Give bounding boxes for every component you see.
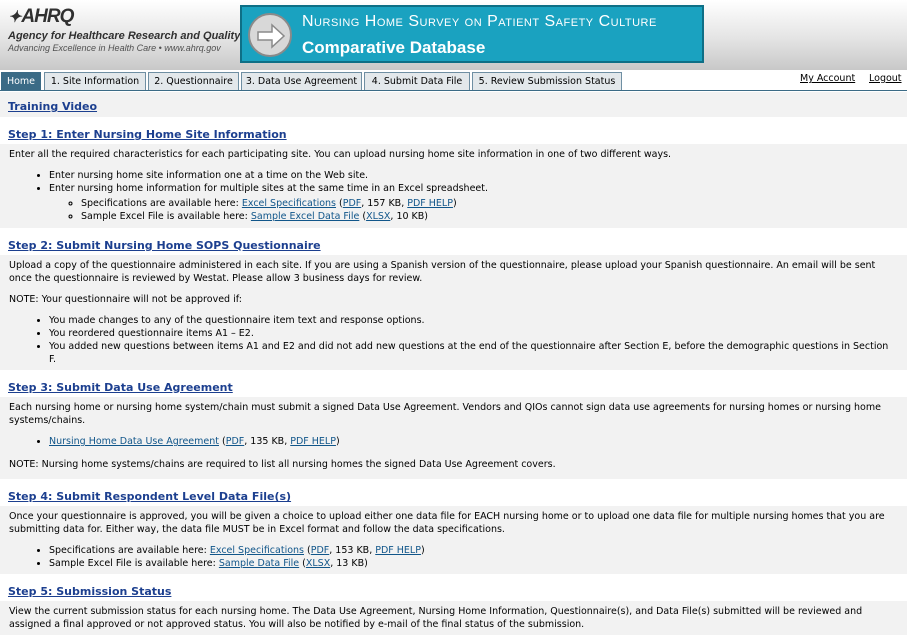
ahrq-logo[interactable]	[8, 6, 240, 53]
spec-label: Specifications are available here:	[49, 545, 210, 556]
step2-list	[9, 314, 898, 366]
step3-header	[0, 373, 907, 397]
step3-body	[0, 397, 907, 479]
pdf-help-link[interactable]: PDF HELP	[375, 545, 421, 556]
file-size: , 157 KB,	[361, 198, 408, 209]
tab-data-use-agreement[interactable]: 3. Data Use Agreement	[241, 72, 362, 91]
list-item: • You reordered questionnaire items A1 – E2.	[49, 327, 898, 340]
list-item: • Specifications are available here: Excel Specifications (PDF, 153 KB, PDF HELP)	[49, 544, 898, 557]
xlsx-link[interactable]: XLSX	[366, 211, 391, 222]
sample-label: Sample Excel File is available here:	[81, 211, 251, 222]
step2-intro: Upload a copy of the questionnaire administered in each site. If you are using a Spanish version of the questionnaire, please upload your Spanish questionnaire. An email will be sent once the questionnaire is reviewed by Westat. Please allow 3 business days for review.	[9, 260, 876, 284]
agency-tagline: Advancing Excellence in Health Care • www.ahrq.gov	[8, 43, 221, 53]
pdf-link[interactable]: PDF	[310, 545, 330, 556]
ahrq-logo-mark: ✦AHRQ	[8, 6, 74, 27]
banner-title: Nursing Home Survey on Patient Safety Culture	[302, 13, 657, 30]
step1-title[interactable]: Step 1: Enter Nursing Home Site Information	[8, 128, 287, 141]
excel-specifications-link[interactable]: Excel Specifications	[209, 545, 305, 556]
step2-header	[0, 231, 907, 255]
tab-questionnaire[interactable]: 2. Questionnaire	[148, 72, 239, 91]
spec-label: Specifications are available here:	[81, 198, 242, 209]
eagle-icon: ✦	[8, 9, 21, 26]
step3-intro: Each nursing home or nursing home system/chain must submit a signed Data Use Agreement. Vendors and QIOs cannot sign data use agreements for nursing homes or nursing home systems/chains.	[9, 402, 881, 426]
file-size: , 13 KB)	[330, 558, 368, 569]
file-size: , 135 KB,	[244, 436, 291, 447]
tab-review-submission-status[interactable]: 5. Review Submission Status	[472, 72, 622, 91]
step4-header	[0, 482, 907, 506]
list-item: ◦ Sample Excel File is available here: Sample Excel Data File (XLSX, 10 KB)	[81, 210, 898, 223]
list-item: ◦ Specifications are available here: Excel Specifications (PDF, 157 KB, PDF HELP)	[81, 197, 898, 210]
step4-intro: Once your questionnaire is approved, you will be given a choice to upload either one data file for EACH nursing home or to upload one data file for multiple nursing homes that you are submitting data for. Either way, the data file MUST be in Excel format and follow the data specifications.	[9, 511, 885, 535]
pdf-link[interactable]: PDF	[225, 436, 245, 447]
main-nav	[0, 70, 907, 92]
site-header	[0, 0, 907, 70]
data-use-agreement-link[interactable]: Nursing Home Data Use Agreement	[49, 436, 219, 447]
step1-header	[0, 120, 907, 144]
step5-intro: View the current submission status for each nursing home. The Data Use Agreement, Nursing Home Information, Questionnaire(s), and Data File(s) submitted will be reviewed and assigned a final approved or not approved status. You will also be notified by e-mail of the final status of the submission.	[9, 606, 863, 630]
sample-data-file-link[interactable]: Sample Data File	[218, 558, 300, 569]
logout-link[interactable]: Logout	[869, 73, 902, 84]
file-size: , 153 KB,	[329, 545, 376, 556]
list-item: • You added new questions between items A1 and E2 and did not add new questions at the end of the questionnaire after Section E, before the demographic questions in Section F.	[49, 340, 898, 366]
step2-body	[0, 255, 907, 370]
step3-note: NOTE: Nursing home systems/chains are required to list all nursing homes the signed Data Use Agreement covers.	[9, 459, 556, 470]
list-item: • You made changes to any of the questionnaire item text and response options.	[49, 314, 898, 327]
list-item: • Enter nursing home site information one at a time on the Web site.	[49, 169, 898, 182]
pdf-link[interactable]: PDF	[342, 198, 362, 209]
nav-divider	[0, 90, 907, 91]
survey-banner	[240, 5, 704, 63]
step5-body	[0, 601, 907, 635]
excel-specifications-link[interactable]: Excel Specifications	[241, 198, 337, 209]
main-content	[0, 92, 907, 635]
my-account-link[interactable]: My Account	[800, 73, 856, 84]
pdf-help-link[interactable]: PDF HELP	[290, 436, 336, 447]
step5-header	[0, 577, 907, 601]
step2-note: NOTE: Your questionnaire will not be approved if:	[9, 294, 242, 305]
arrow-right-icon	[248, 13, 292, 57]
file-size: , 10 KB)	[390, 211, 429, 222]
step4-body	[0, 506, 907, 574]
step1-intro: Enter all the required characteristics for each participating site. You can upload nursing home site information in one of two different ways.	[9, 149, 672, 160]
sample-excel-data-file-link[interactable]: Sample Excel Data File	[250, 211, 360, 222]
banner-subtitle: Comparative Database	[302, 38, 486, 57]
sample-label: Sample Excel File is available here:	[49, 558, 219, 569]
step4-list	[9, 544, 898, 570]
tab-submit-data-file[interactable]: 4. Submit Data File	[364, 72, 470, 91]
step4-title[interactable]: Step 4: Submit Respondent Level Data File(s)	[8, 490, 292, 503]
training-video-link[interactable]: Training Video	[8, 100, 98, 113]
list-item: • Sample Excel File is available here: Sample Data File (XLSX, 13 KB)	[49, 557, 898, 570]
step1-sublist	[49, 197, 898, 223]
step3-list	[9, 435, 898, 448]
step1-list	[9, 169, 898, 223]
step1-body	[0, 144, 907, 228]
list-item	[49, 182, 898, 223]
list-item: • Nursing Home Data Use Agreement (PDF, 135 KB, PDF HELP)	[49, 435, 898, 448]
agency-name: Agency for Healthcare Research and Quality	[8, 30, 241, 42]
step5-title[interactable]: Step 5: Submission Status	[8, 585, 172, 598]
step2-title[interactable]: Step 2: Submit Nursing Home SOPS Questionnaire	[8, 239, 321, 252]
tab-site-information[interactable]: 1. Site Information	[44, 72, 146, 91]
training-video-row	[0, 92, 907, 117]
tab-home[interactable]: Home	[1, 72, 41, 91]
step3-title[interactable]: Step 3: Submit Data Use Agreement	[8, 381, 233, 394]
list-item-text: Enter nursing home information for multiple sites at the same time in an Excel spreadsheet.	[49, 183, 489, 194]
pdf-help-link[interactable]: PDF HELP	[407, 198, 453, 209]
xlsx-link[interactable]: XLSX	[305, 558, 331, 569]
